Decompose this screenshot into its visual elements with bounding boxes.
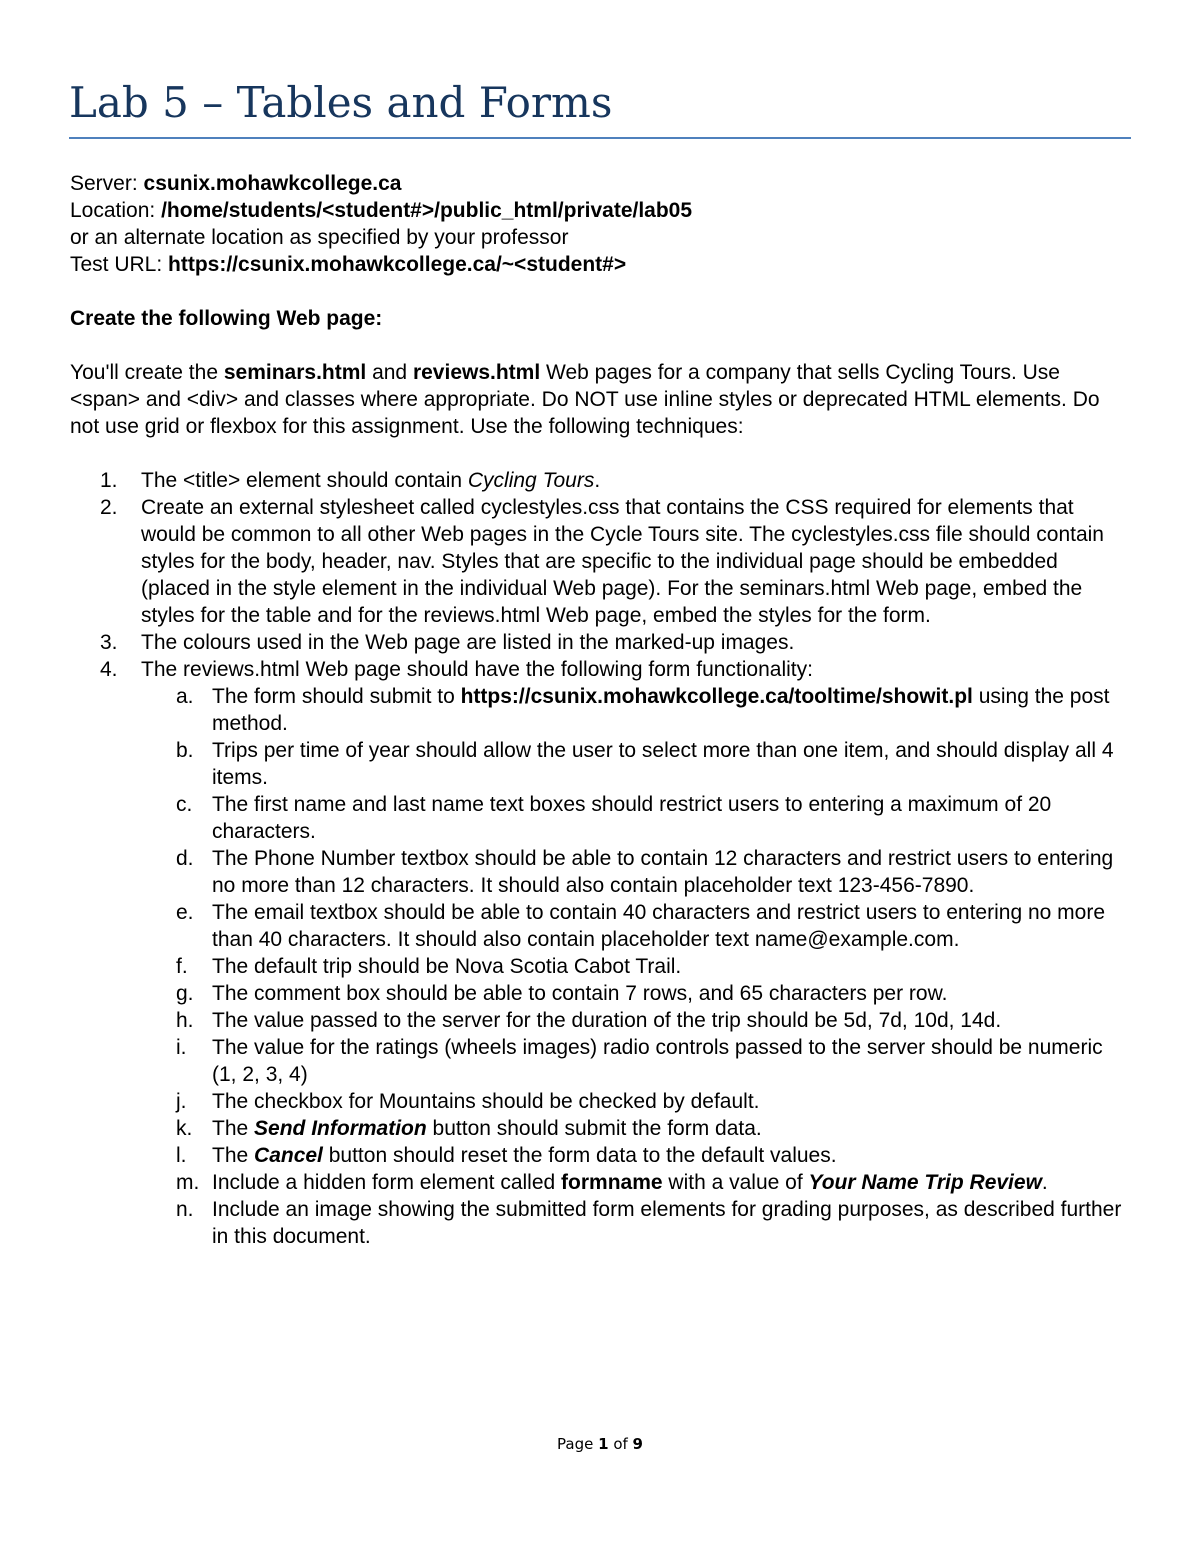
item-text: Include an image showing the submitted form elements for grading purposes, as described further in this document. — [212, 1198, 1122, 1248]
sub-list-item — [141, 683, 1132, 737]
sub-list-item — [141, 1034, 1132, 1088]
item-text: The checkbox for Mountains should be checked by default. — [212, 1090, 760, 1113]
item-letter: m. — [176, 1171, 200, 1194]
footer-of-word: of — [608, 1435, 633, 1453]
sub-list-item — [141, 1007, 1132, 1034]
sub-list-item — [141, 845, 1132, 899]
sub-list-item — [141, 980, 1132, 1007]
list-item — [70, 656, 1132, 1250]
item-text: The — [212, 1117, 255, 1140]
item-letter: g. — [176, 982, 194, 1005]
formname-value: Your Name Trip Review — [808, 1171, 1042, 1194]
item-text: The comment box should be able to contain 7 rows, and 65 characters per row. — [212, 982, 948, 1005]
item-text: The value passed to the server for the duration of the trip should be 5d, 7d, 10d, 14d. — [212, 1009, 1002, 1032]
section-heading-text: Create the following Web page: — [70, 307, 383, 330]
item-text: using the post method. — [212, 685, 1110, 735]
item-text: Trips per time of year should allow the user to select more than one item, and should display all 4 items. — [212, 739, 1114, 789]
item-letter: j. — [176, 1090, 187, 1113]
server-value: csunix.mohawkcollege.ca — [143, 172, 402, 195]
intro-text-2: and — [366, 361, 413, 384]
item-text: Create an external stylesheet called cyclestyles.css that contains the CSS required for elements that would be common to all other Web pages in the Cycle Tours site. The cyclestyles.css file should contain styles for the body, header, nav. Styles that are specific to the individual page should be embedded (placed in the style element in the individual Web page). For the seminars.html Web page, embed the styles for the table and for the reviews.html Web page, embed the styles for the form. — [141, 496, 1104, 627]
intro-reviews-file: reviews.html — [412, 361, 541, 384]
sub-list-item — [141, 1169, 1132, 1196]
test-url-label: Test URL: — [70, 253, 169, 276]
server-label: Server: — [70, 172, 144, 195]
item-text: The form should submit to — [212, 685, 461, 708]
item-text: button should reset the form data to the default values. — [322, 1144, 837, 1167]
item-text: . — [594, 469, 601, 492]
form-requirements-list — [141, 683, 1132, 1250]
item-letter: h. — [176, 1009, 194, 1032]
item-number: 1. — [100, 469, 118, 492]
location-line — [70, 197, 1132, 224]
sub-list-item — [141, 737, 1132, 791]
alternate-location-line: or an alternate location as specified by your professor — [70, 226, 569, 249]
location-value: /home/students/<student#>/public_html/private/lab05 — [161, 199, 693, 222]
list-item — [70, 494, 1132, 629]
item-letter: d. — [176, 847, 194, 870]
item-text: The Phone Number textbox should be able to contain 12 characters and restrict users to entering no more than 12 characters. It should also contain placeholder text 123-456-7890. — [212, 847, 1114, 897]
title-underline — [69, 137, 1131, 139]
item-text: . — [1041, 1171, 1048, 1194]
item-letter: c. — [176, 793, 193, 816]
item-text: The value for the ratings (wheels images) radio controls passed to the server should be numeric (1, 2, 3, 4) — [212, 1036, 1103, 1086]
item-text: The — [212, 1144, 255, 1167]
item-text: The colours used in the Web page are listed in the marked-up images. — [141, 631, 795, 654]
item-letter: b. — [176, 739, 194, 762]
server-line — [70, 170, 1132, 197]
item-text: The email textbox should be able to contain 40 characters and restrict users to entering no more than 40 characters. It should also contain placeholder text name@example.com. — [212, 901, 1105, 951]
section-heading — [70, 305, 1132, 332]
sub-list-item — [141, 1142, 1132, 1169]
intro-text-3: Web pages for a company that sells Cycling Tours. Use <span> and <div> and classes where appropriate. Do NOT use inline styles or deprecated HTML elements. Do not use grid or flexbox for this assignment. Use the following techniques: — [70, 361, 1100, 438]
current-page-number: 1 — [598, 1435, 609, 1453]
sub-list-item — [141, 1115, 1132, 1142]
item-letter: n. — [176, 1198, 194, 1221]
list-item — [70, 629, 1132, 656]
item-number: 2. — [100, 496, 118, 519]
item-letter: k. — [176, 1117, 193, 1140]
item-text: The default trip should be Nova Scotia Cabot Trail. — [212, 955, 682, 978]
formname-term: formname — [561, 1171, 663, 1194]
item-number: 3. — [100, 631, 118, 654]
page-footer — [0, 1433, 1200, 1455]
item-text: with a value of — [662, 1171, 809, 1194]
item-letter: a. — [176, 685, 194, 708]
document-body — [70, 170, 1132, 1250]
intro-text-1: You'll create the — [70, 361, 224, 384]
item-letter: f. — [176, 955, 188, 978]
form-action-url: https://csunix.mohawkcollege.ca/tooltime/showit.pl — [460, 685, 973, 708]
item-emphasis: Cycling Tours — [467, 469, 595, 492]
sub-list-item — [141, 791, 1132, 845]
sub-list-item — [141, 1088, 1132, 1115]
test-url-value: https://csunix.mohawkcollege.ca/~<student#> — [168, 253, 627, 276]
item-letter: l. — [176, 1144, 187, 1167]
item-letter: i. — [176, 1036, 187, 1059]
item-text: The reviews.html Web page should have the following form functionality: — [141, 658, 813, 681]
intro-seminars-file: seminars.html — [223, 361, 367, 384]
sub-list-item — [141, 1196, 1132, 1250]
intro-paragraph — [70, 359, 1132, 440]
instruction-list — [70, 467, 1132, 1250]
location-label: Location: — [70, 199, 162, 222]
sub-list-item — [141, 899, 1132, 953]
total-page-count: 9 — [632, 1435, 643, 1453]
document-title: Lab 5 – Tables and Forms — [69, 78, 613, 127]
item-text: button should submit the form data. — [426, 1117, 762, 1140]
item-letter: e. — [176, 901, 194, 924]
item-number: 4. — [100, 658, 118, 681]
footer-page-word: Page — [557, 1435, 599, 1453]
test-url-line — [70, 251, 1132, 278]
item-text: Include a hidden form element called — [212, 1171, 562, 1194]
send-information-term: Send Information — [254, 1117, 427, 1140]
list-item — [70, 467, 1132, 494]
cancel-term: Cancel — [254, 1144, 323, 1167]
sub-list-item — [141, 953, 1132, 980]
item-text: The first name and last name text boxes should restrict users to entering a maximum of 20 characters. — [212, 793, 1052, 843]
item-text: The <title> element should contain — [141, 469, 468, 492]
